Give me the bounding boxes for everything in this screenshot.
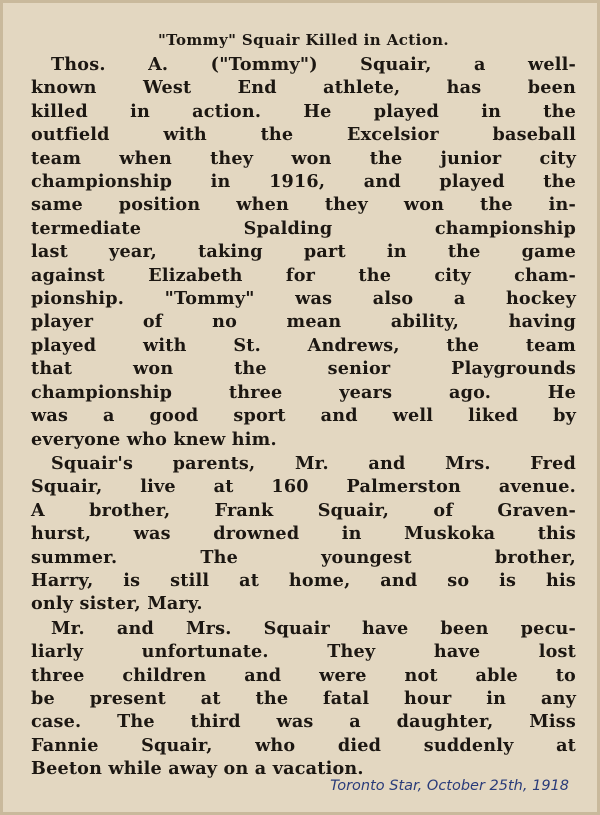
article-line: termediate Spalding championship: [31, 217, 576, 239]
article-paragraph: [31, 53, 576, 451]
article-line: summer. The youngest brother,: [31, 546, 576, 568]
article-line: Squair, live at 160 Palmerston avenue.: [31, 476, 576, 498]
article-line: player of no mean ability, having: [31, 311, 576, 333]
article-line: Harry, is still at home, and so is his: [31, 569, 576, 591]
article-line: team when they won the junior city: [31, 147, 576, 169]
article-line: played with St. Andrews, the team: [31, 334, 576, 356]
article-line: known West End athlete, has been: [31, 77, 576, 99]
article-line: three children and were not able to: [31, 664, 576, 686]
article-line: that won the senior Playgrounds: [31, 358, 576, 380]
article-line: case. The third was a daughter, Miss: [31, 711, 576, 733]
article-line: same position when they won the in-: [31, 194, 576, 216]
article-line: Squair's parents, Mr. and Mrs. Fred: [51, 452, 576, 474]
article-line: Beeton while away on a vacation.: [31, 758, 364, 780]
source-caption: Toronto Star, October 25th, 1918: [330, 778, 569, 794]
newspaper-clipping: [31, 31, 576, 782]
article-line: Fannie Squair, who died suddenly at: [31, 734, 576, 756]
article-line: hurst, was drowned in Muskoka this: [31, 523, 576, 545]
article-body: [31, 53, 576, 781]
article-paragraph: [31, 452, 576, 616]
article-line: was a good sport and well liked by: [31, 405, 576, 427]
article-line: be present at the fatal hour in any: [31, 687, 576, 709]
article-line: everyone who knew him.: [31, 428, 277, 450]
article-line: killed in action. He played in the: [31, 100, 576, 122]
article-line: pionship. "Tommy" was also a hockey: [31, 288, 576, 310]
article-line: Thos. A. ("Tommy") Squair, a well-: [51, 54, 576, 75]
article-line: liarly unfortunate. They have lost: [31, 641, 576, 663]
article-line: Mr. and Mrs. Squair have been pecu-: [51, 617, 576, 639]
article-line: championship three years ago. He: [31, 381, 576, 403]
article-line: A brother, Frank Squair, of Graven-: [31, 499, 576, 521]
article-line: championship in 1916, and played the: [31, 171, 576, 193]
article-line: outfield with the Excelsior baseball: [31, 124, 576, 146]
article-line: against Elizabeth for the city cham-: [31, 264, 576, 286]
article-line: last year, taking part in the game: [31, 241, 576, 263]
article-line: only sister, Mary.: [31, 593, 203, 615]
article-headline: "Tommy" Squair Killed in Action.: [157, 31, 450, 49]
article-paragraph: [31, 617, 576, 781]
